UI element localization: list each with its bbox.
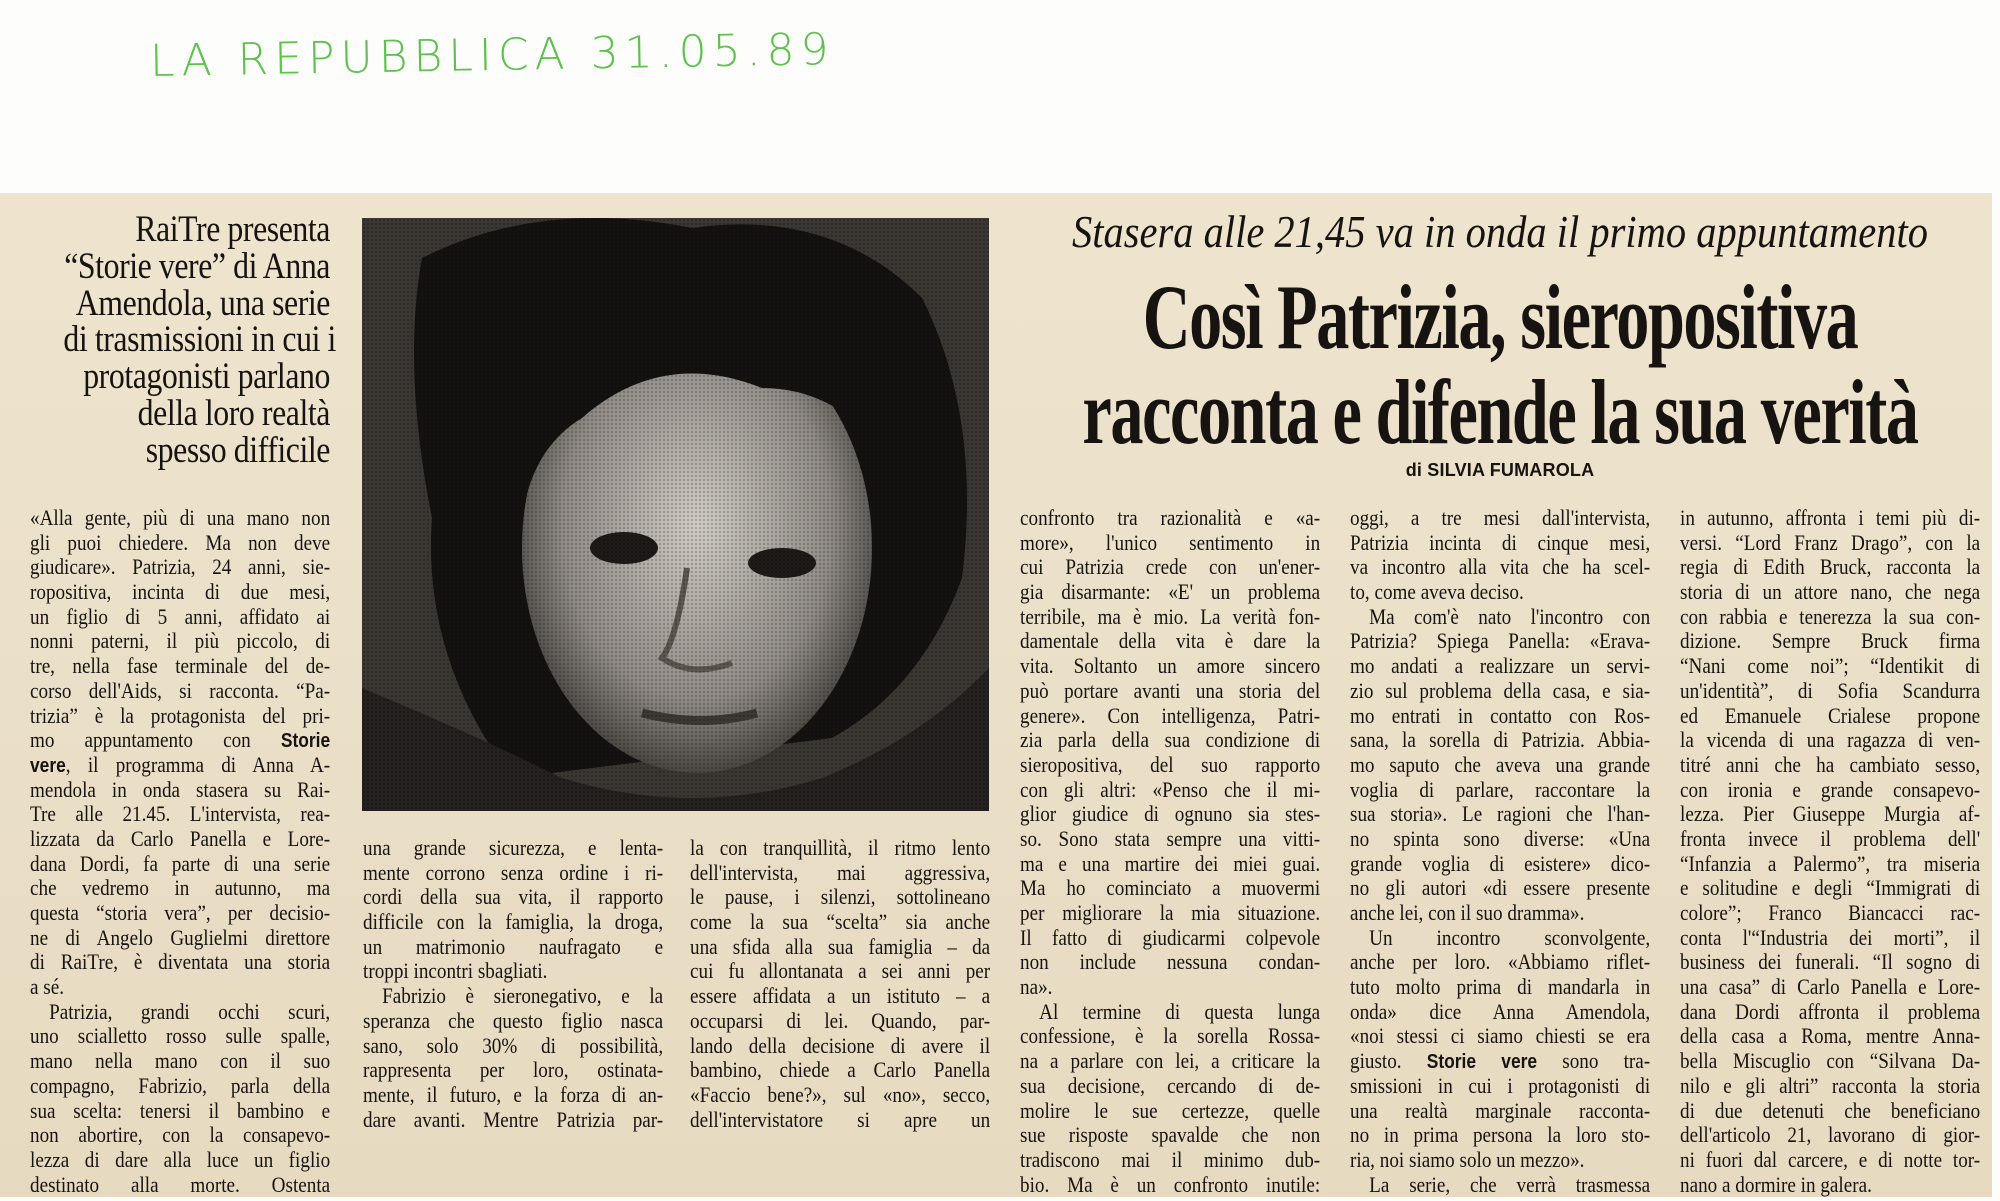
- article-line: dell'articolo 21, lavorano di gior-: [1680, 1123, 1981, 1148]
- article-line: di RaiTre, è diventata una storia: [30, 950, 331, 975]
- article-column-1: [30, 506, 330, 1197]
- article-line: tuto molto prima di mandarla in: [1350, 975, 1651, 1000]
- article-line: storia di un attore nano, che nega: [1680, 580, 1981, 605]
- article-line: «Alla gente, più di una mano non: [30, 506, 331, 530]
- article-line: giusto. Storie vere sono tra-: [1350, 1049, 1651, 1074]
- deck-line: Amendola, una serie: [75, 282, 330, 324]
- article-line: della casa a Roma, mentre Anna-: [1680, 1024, 1981, 1049]
- article-column-4: [1020, 506, 1320, 1197]
- article-line: con rabbia e tenerezza la sua con-: [1680, 604, 1981, 629]
- article-line: Il fatto di giudicarmi colpevole: [1020, 925, 1321, 950]
- byline: di SILVIA FUMAROLA: [1405, 460, 1595, 480]
- deck-line: RaiTre presenta: [135, 209, 330, 250]
- portrait-illustration: [362, 218, 989, 811]
- article-line: mo saputo che aveva una grande: [1350, 752, 1651, 777]
- article-line: terribile, ma è mio. La verità fon-: [1020, 604, 1321, 629]
- deck-line: di trasmissioni in cui i: [63, 319, 336, 361]
- article-line: sue risposte spavalde che non: [1020, 1123, 1321, 1148]
- article-line: non include nessuna condan-: [1020, 950, 1321, 975]
- article-column-5: [1350, 506, 1650, 1197]
- article-line: dizione. Sempre Bruck firma: [1680, 629, 1981, 654]
- article-line: conta l'“Industria dei morti”, il: [1680, 925, 1981, 950]
- article-line: so. Sono stata sempre una vitti-: [1020, 826, 1321, 851]
- article-line: una casa” di Carlo Panella e Lore-: [1680, 975, 1981, 1000]
- article-line: «Faccio bene?», sul «no», secco,: [690, 1082, 991, 1107]
- portrait-photo: [362, 218, 989, 811]
- headline-line: Così Patrizia, sieropositiva: [1142, 266, 1858, 368]
- article-line: no in prima persona la loro sto-: [1350, 1123, 1651, 1148]
- article-line: ed Emanuele Crialese propone: [1680, 703, 1981, 728]
- article-line: per migliorare la mia situazione.: [1020, 901, 1321, 925]
- article-line: Patrizia? Spiega Panella: «Erava-: [1350, 629, 1651, 654]
- article-line: in autunno, affronta i temi più di-: [1680, 506, 1981, 530]
- deck-line: della loro realtà: [137, 392, 330, 434]
- article-line: gia disarmante: «E' un problema: [1020, 580, 1321, 605]
- article-line: confronto tra razionalità e «a-: [1020, 506, 1321, 530]
- article-line: confessione, è la sorella Rossa-: [1020, 1024, 1321, 1049]
- article-line: mo entrati in contatto con Ros-: [1350, 703, 1651, 728]
- article-line: dell'intervista, mai aggressiva,: [690, 860, 991, 885]
- article-line: dell'intervistatore si apre un: [690, 1107, 991, 1132]
- article-line: sua scelta: tenersi il bambino e: [30, 1098, 331, 1123]
- article-line: come la sua “scelta” sia anche: [690, 910, 991, 935]
- article-line: sano, solo 30% di possibilità,: [363, 1033, 664, 1058]
- article-line: un'identità”, di Sofia Scandurra: [1680, 678, 1981, 703]
- article-line: gli puoi chiedere. Ma non deve: [30, 530, 331, 555]
- article-line: bambino, chiede a Carlo Panella: [690, 1058, 991, 1083]
- article-line: vere, il programma di Anna A-: [30, 752, 331, 777]
- article-line: mendola in onda stasera su Rai-: [30, 777, 331, 802]
- article-line: dare avanti. Mentre Patrizia par-: [363, 1107, 664, 1132]
- article-line: lando della decisione di avere il: [690, 1033, 991, 1058]
- article-line: glior giudice di ognuno sia stes-: [1020, 802, 1321, 827]
- article-line: un matrimonio naufragato e: [363, 934, 664, 959]
- article-line: compagno, Fabrizio, parla della: [30, 1073, 331, 1098]
- article-line: una sfida alla sua famiglia – da: [690, 934, 991, 959]
- article-line: “Nani come noi”; “Identikit di: [1680, 654, 1981, 679]
- article-line: na a parlare con lei, a criticare la: [1020, 1049, 1321, 1074]
- deck-line: spesso difficile: [145, 429, 330, 471]
- article-line: anche per loro. «Abbiamo riflet-: [1350, 950, 1651, 975]
- article-line: anche lei, con il suo dramma».: [1350, 901, 1585, 925]
- article-line: no gli autori «di essere presente: [1350, 876, 1651, 901]
- article-line: può portare avanti una storia del: [1020, 678, 1321, 703]
- article-line: colore”; Franco Biancacci rac-: [1680, 901, 1981, 925]
- article-line: le pause, i silenzi, sottolineano: [690, 885, 991, 910]
- article-line: oggi, a tre mesi dall'intervista,: [1350, 506, 1651, 530]
- article-line: mano nella mano con il suo: [30, 1049, 331, 1074]
- article-line: sana, la sorella di Patrizia. Abbia-: [1350, 728, 1651, 753]
- article-line: zia parla della sua condizione di: [1020, 728, 1321, 753]
- article-line: e solitudine e degli “Immigrati di: [1680, 876, 1981, 901]
- article-line: titré anni che ha cambiato sesso,: [1680, 752, 1981, 777]
- article-line: cui fu allontanata a sei anni per: [690, 959, 991, 984]
- article-line: ma e una martire dei miei guai.: [1020, 851, 1321, 876]
- article-line: La serie, che verrà trasmessa: [1369, 1172, 1651, 1197]
- article-line: vita. Soltanto un amore sincero: [1020, 654, 1321, 679]
- article-line: giudicare». Patrizia, 24 anni, sie-: [30, 555, 331, 580]
- article-line: lezza. Pier Giuseppe Murgia af-: [1680, 802, 1981, 827]
- article-line: troppi incontri sbagliati.: [363, 959, 548, 984]
- article-line: voglia di parlare, raccontare la: [1350, 777, 1651, 802]
- article-line: mente, il futuro, e la forza di an-: [363, 1082, 664, 1107]
- article-line: destinato alla morte. Ostenta: [30, 1172, 331, 1197]
- article-line: questa “storia vera”, per decisio-: [30, 901, 331, 925]
- article-line: difficile con la famiglia, la droga,: [363, 910, 664, 935]
- article-line: uno scialletto rosso sulle spalle,: [30, 1024, 331, 1049]
- kicker: Stasera alle 21,45 va in onda il primo appuntamento: [1071, 207, 1929, 257]
- article-line: con gli altri: «Penso che il mi-: [1020, 777, 1321, 802]
- article-deck: [20, 209, 336, 471]
- article-line: dana Dordi, fa parte di una serie: [30, 851, 331, 876]
- article-line: Patrizia, grandi occhi scuri,: [49, 999, 331, 1024]
- article-line: tradiscono mai il minimo dub-: [1020, 1147, 1321, 1172]
- article-line: che vedremo in autunno, ma: [30, 876, 331, 901]
- article-line: zio sul problema della casa, e sia-: [1350, 678, 1651, 703]
- article-line: la vicenda di una ragazza di ven-: [1680, 728, 1981, 753]
- article-line: sua storia». Le ragioni che l'han-: [1350, 802, 1651, 827]
- article-line: ne di Angelo Guglielmi direttore: [30, 925, 331, 950]
- article-line: bio. Ma è un confronto inutile:: [1020, 1172, 1321, 1197]
- article-line: Tre alle 21.45. L'intervista, rea-: [30, 802, 331, 827]
- article-line: speranza che questo figlio nasca: [363, 1008, 664, 1033]
- article-line: smissioni in cui i protagonisti di: [1350, 1073, 1651, 1098]
- article-line: business dei funerali. “Il sogno di: [1680, 950, 1981, 975]
- article-line: mo andati a realizzare un servi-: [1350, 654, 1651, 679]
- article-line: tre, nella fase terminale del de-: [30, 654, 331, 679]
- article-line: damentale della vita è dare la: [1020, 629, 1321, 654]
- article-line: genere». Con intelligenza, Patri-: [1020, 703, 1321, 728]
- article-line: onda» dice Anna Amendola,: [1350, 999, 1651, 1024]
- article-line: ni fuori dal carcere, e di notte tor-: [1680, 1147, 1981, 1172]
- article-line: con ironia e grande consapevo-: [1680, 777, 1981, 802]
- article-line: Patrizia incinta di cinque mesi,: [1350, 530, 1651, 555]
- article-line: Fabrizio è sieronegativo, e la: [382, 984, 664, 1009]
- article-line: dana Dordi affronta il problema: [1680, 999, 1981, 1024]
- article-line: Ma com'è nato l'incontro con: [1369, 604, 1651, 629]
- article-column-2: [363, 836, 663, 1132]
- deck-line: “Storie vere” di Anna: [64, 245, 330, 287]
- article-line: lizzata da Carlo Panella e Lore-: [30, 826, 331, 851]
- article-line: nilo e gli altri” racconta la storia: [1680, 1073, 1981, 1098]
- article-line: molire le sue certezze, quelle: [1020, 1098, 1321, 1123]
- article-line: di due detenuti che beneficiano: [1680, 1098, 1981, 1123]
- article-line: mente corrono senza ordine i ri-: [363, 860, 664, 885]
- article-line: rappresenta per loro, ostinata-: [363, 1058, 664, 1083]
- headline-line: racconta e difende la sua verità: [1082, 361, 1918, 463]
- article-line: no spinta sono diverse: «Una: [1350, 826, 1651, 851]
- article-line: more», l'unico sentimento in: [1020, 530, 1321, 555]
- article-line: Un incontro sconvolgente,: [1369, 925, 1651, 950]
- article-line: cordi della sua vita, il rapporto: [363, 885, 664, 910]
- article-line: mo appuntamento con Storie: [30, 728, 331, 753]
- article-line: la con tranquillità, il ritmo lento: [690, 836, 991, 860]
- article-line: bella Miscuglio con “Silvana Da-: [1680, 1049, 1981, 1074]
- article-line: fronta invece il problema dell': [1680, 826, 1981, 851]
- article-line: Al termine di questa lunga: [1039, 999, 1321, 1024]
- article-line: to, come aveva deciso.: [1350, 580, 1524, 605]
- article-line: nano a dormire in galera.: [1680, 1172, 1872, 1197]
- article-column-3: [690, 836, 990, 1132]
- article-line: una realtà marginale racconta-: [1350, 1098, 1651, 1123]
- handwritten-annotation: LA REPUBBLICA 31.05.89: [149, 24, 835, 87]
- article-line: nonni paterni, il più piccolo, di: [30, 629, 331, 654]
- article-line: versi. “Lord Franz Drago”, con la: [1680, 530, 1981, 555]
- article-line: occuparsi di lei. Quando, par-: [690, 1008, 991, 1033]
- article-line: trizia” è la protagonista del pri-: [30, 703, 331, 728]
- deck-line: protagonisti parlano: [83, 356, 330, 398]
- article-line: «noi stessi ci siamo chiesti se era: [1350, 1024, 1651, 1049]
- article-line: Ma ho cominciato a muovermi: [1020, 876, 1321, 901]
- article-line: na».: [1020, 975, 1053, 1000]
- article-line: regia di Edith Bruck, racconta la: [1680, 555, 1981, 580]
- article-line: una grande sicurezza, e lenta-: [363, 836, 664, 860]
- article-line: essere affidata a un istituto – a: [690, 984, 991, 1009]
- article-line: va incontro alla vita che ha scel-: [1350, 555, 1651, 580]
- article-line: non abortire, con la consapevo-: [30, 1123, 331, 1148]
- article-line: sieropositiva, del suo rapporto: [1020, 752, 1321, 777]
- article-line: un figlio di 5 anni, affidato ai: [30, 604, 331, 629]
- article-column-6: [1680, 506, 1980, 1197]
- article-line: ria, noi siamo solo un mezzo».: [1350, 1147, 1585, 1172]
- article-line: “Infanzia a Palermo”, tra miseria: [1680, 851, 1981, 876]
- article-line: lezza di dare alla luce un figlio: [30, 1147, 331, 1172]
- article-line: corso dell'Aids, si racconta. “Pa-: [30, 678, 331, 703]
- article-line: grande voglia di esistere» dico-: [1350, 851, 1651, 876]
- article-line: a sé.: [30, 975, 65, 1000]
- article-line: sua decisione, cercando di de-: [1020, 1073, 1321, 1098]
- article-line: ropositiva, incinta di due mesi,: [30, 580, 331, 605]
- article-line: cui Patrizia crede con un'ener-: [1020, 555, 1321, 580]
